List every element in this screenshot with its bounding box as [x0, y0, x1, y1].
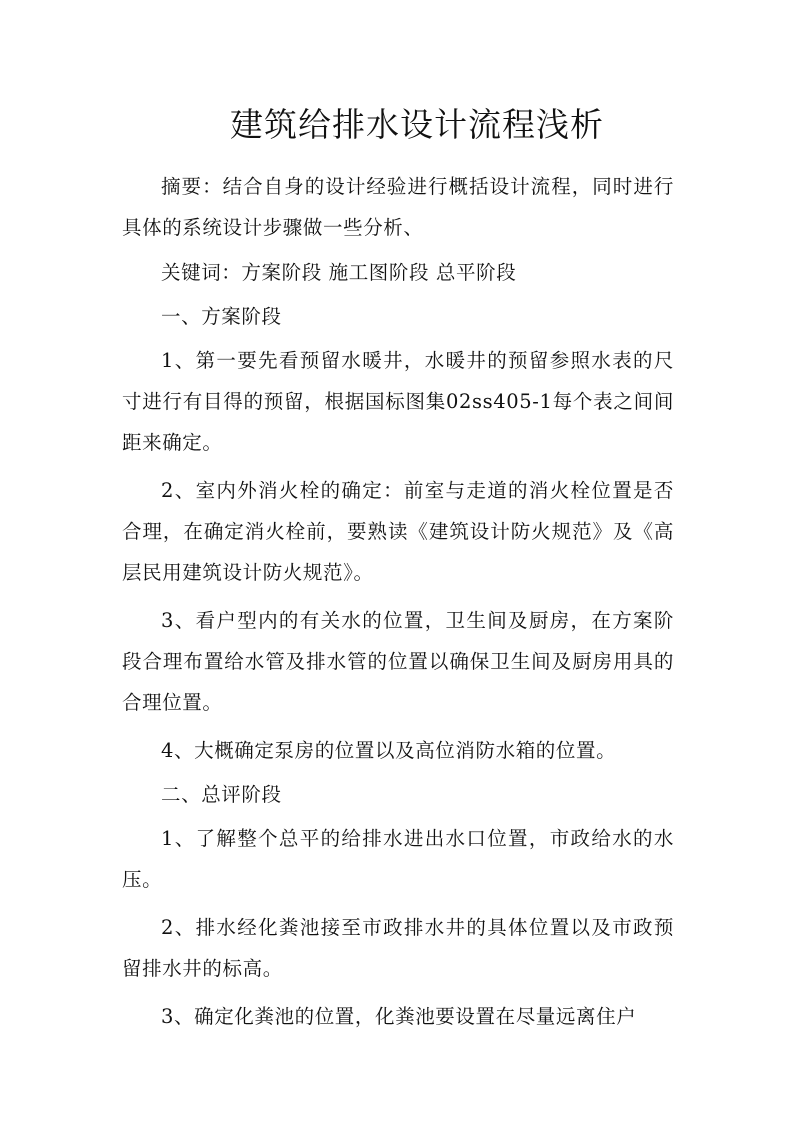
document-body: [122, 166, 674, 1044]
page-title: 建筑给排水设计流程浅析: [230, 105, 604, 144]
section2-item-3: 3、确定化粪池的位置，化粪池要设置在尽量远离住户: [161, 1005, 637, 1028]
abstract-paragraph: 摘要：结合自身的设计经验进行概括设计流程，同时进行具体的系统设计步骤做一些分析、: [122, 175, 674, 239]
section-heading-review: 二、总评阶段: [161, 783, 282, 806]
section1-item-2: 2、室内外消火栓的确定：前室与走道的消火栓位置是否合理，在确定消火栓前，要熟读《建筑设计防火规范》及《高层民用建筑设计防火规范》。: [122, 479, 674, 584]
section-heading-scheme: 一、方案阶段: [161, 305, 282, 328]
section1-item-3: 3、看户型内的有关水的位置，卫生间及厨房，在方案阶段合理布置给水管及排水管的位置以确保卫生间及厨房用具的合理位置。: [122, 609, 674, 714]
section2-item-2: 2、排水经化粪池接至市政排水井的具体位置以及市政预留排水井的标高。: [122, 916, 674, 980]
section1-item-4: 4、大概确定泵房的位置以及高位消防水箱的位置。: [161, 739, 617, 762]
section1-item-1: 1、第一要先看预留水暖井，水暖井的预留参照水表的尺寸进行有目得的预留，根据国标图集02ss405-1每个表之间间距来确定。: [122, 349, 674, 454]
keywords-paragraph: 关键词：方案阶段 施工图阶段 总平阶段: [161, 261, 517, 284]
section2-item-1: 1、了解整个总平的给排水进出水口位置，市政给水的水压。: [122, 827, 674, 891]
